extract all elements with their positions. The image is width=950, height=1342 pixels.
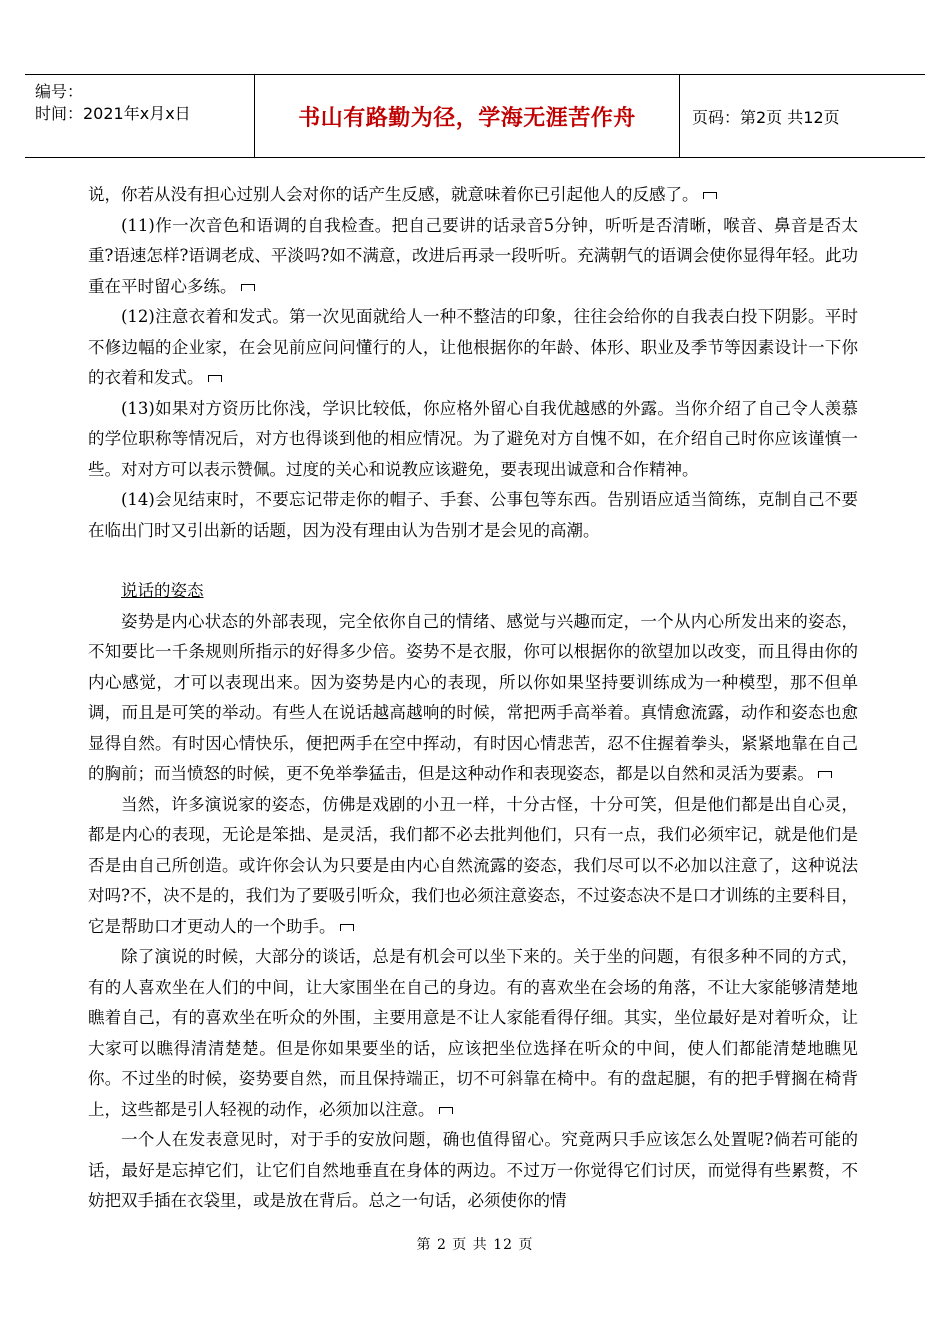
paragraph-item-12: (12)注意衣着和发式。第一次见面就给人一种不整洁的印象，往往会给你的自我表白投下阴影。平时不修边幅的企业家，在会见前应问问懂行的人，让他根据你的年龄、体形、职业及季节等因素设计一下你的衣着和发式。 (88, 307, 858, 387)
document-time-label: 时间：2021年x月x日 (35, 104, 191, 123)
paragraph-mark-icon (703, 192, 717, 199)
paragraph-mark-icon (439, 1107, 453, 1114)
section-paragraph-3: 除了演说的时候，大部分的谈话，总是有机会可以坐下来的。关于坐的问题，有很多种不同的方式，有的人喜欢坐在人们的中间，让大家围坐在自己的身边。有的喜欢坐在会场的角落，不让大家能够清楚地瞧着自己，有的喜欢坐在听众的外围，主要用意是不让人家能看得仔细。其实，坐位最好是对着听众，让大家可以瞧得清清楚楚。但是你如果要坐的话，应该把坐位选择在听众的中间，使人们都能清楚地瞧见你。不过坐的时候，姿势要自然，而且保持端正，切不可斜靠在椅中。有的盘起腿，有的把手臂搁在椅背上，这些都是引人轻视的动作，必须加以注意。 (88, 947, 858, 1119)
paragraph-mark-icon (340, 924, 354, 931)
paragraph-item-11: (11)作一次音色和语调的自我检查。把自己要讲的话录音5分钟，听听是否清晰，喉音、鼻音是否太重?语速怎样?语调老成、平淡吗?如不满意，改进后再录一段听听。充满朝气的语调会使你显得年轻。此功重在平时留心多练。 (88, 215, 858, 296)
page-footer: 第 2 页 共 12 页 (416, 1237, 534, 1253)
document-number-label: 编号： (35, 82, 84, 101)
paragraph-item-13: (13)如果对方资历比你浅，学识比较低，你应格外留心自我优越感的外露。当你介绍了自己令人羡慕的学位职称等情况后，对方也得谈到他的相应情况。为了避免对方自愧不如，在介绍自己时你应该谨慎一些。对对方可以表示赞佩。过度的关心和说教应该避免，要表现出诚意和合作精神。 (88, 398, 858, 479)
header-meta (25, 75, 255, 157)
paragraph-mark-icon (208, 375, 222, 382)
header-motto: 书山有路勤为径，学海无涯苦作舟 (255, 75, 680, 157)
paragraph-mark-icon (241, 284, 255, 291)
section-paragraph-2: 当然，许多演说家的姿态，仿佛是戏剧的小丑一样，十分古怪，十分可笑，但是他们都是出自心灵，都是内心的表现，无论是笨拙、是灵活，我们都不必去批判他们，只有一点，我们必须牢记，就是他们是否是由自己所创造。或许你会认为只要是由内心自然流露的姿态，我们尽可以不必加以注意了，这种说法对吗?不，决不是的，我们为了要吸引听众，我们也必须注意姿态，不过姿态决不是口才训练的主要科目，它是帮助口才更动人的一个助手。 (88, 794, 858, 936)
document-body (88, 180, 858, 1217)
section-spacer (88, 546, 858, 576)
paragraph-continuation: 说，你若从没有担心过别人会对你的话产生反感，就意味着你已引起他人的反感了。 (88, 180, 858, 211)
header-page-info: 页码：第2页 共12页 (692, 107, 840, 127)
page-header (25, 74, 925, 158)
paragraph-mark-icon (818, 771, 832, 778)
paragraph-item-14: (14)会见结束时，不要忘记带走你的帽子、手套、公事包等东西。告别语应适当简练，克制自己不要在临出门时又引出新的话题，因为没有理由认为告别才是会见的高潮。 (88, 490, 858, 540)
section-title: 说话的姿态 (121, 581, 204, 600)
section-paragraph-1: 姿势是内心状态的外部表现，完全依你自己的情绪、感觉与兴趣而定，一个从内心所发出来的姿态，不知要比一千条规则所指示的好得多少倍。姿势不是衣服，你可以根据你的欲望加以改变，而且得由你的内心感觉，才可以表现出来。因为姿势是内心的表现，所以你如果坚持要训练成为一种模型，那不但单调，而且是可笑的举动。有些人在说话越高越响的时候，常把两手高举着。真情愈流露，动作和姿态也愈显得自然。有时因心情快乐，便把两手在空中挥动，有时因心情悲苦，忍不住握着拳头，紧紧地靠在自己的胸前；而当愤怒的时候，更不免举拳猛击，但是这种动作和表现姿态，都是以自然和灵活为要素。 (88, 611, 858, 783)
section-paragraph-4: 一个人在发表意见时，对于手的安放问题，确也值得留心。究竟两只手应该怎么处置呢?倘若可能的话，最好是忘掉它们，让它们自然地垂直在身体的两边。不过万一你觉得它们讨厌，而觉得有些累赘，不妨把双手插在衣袋里，或是放在背后。总之一句话，必须使你的情 (88, 1130, 858, 1210)
